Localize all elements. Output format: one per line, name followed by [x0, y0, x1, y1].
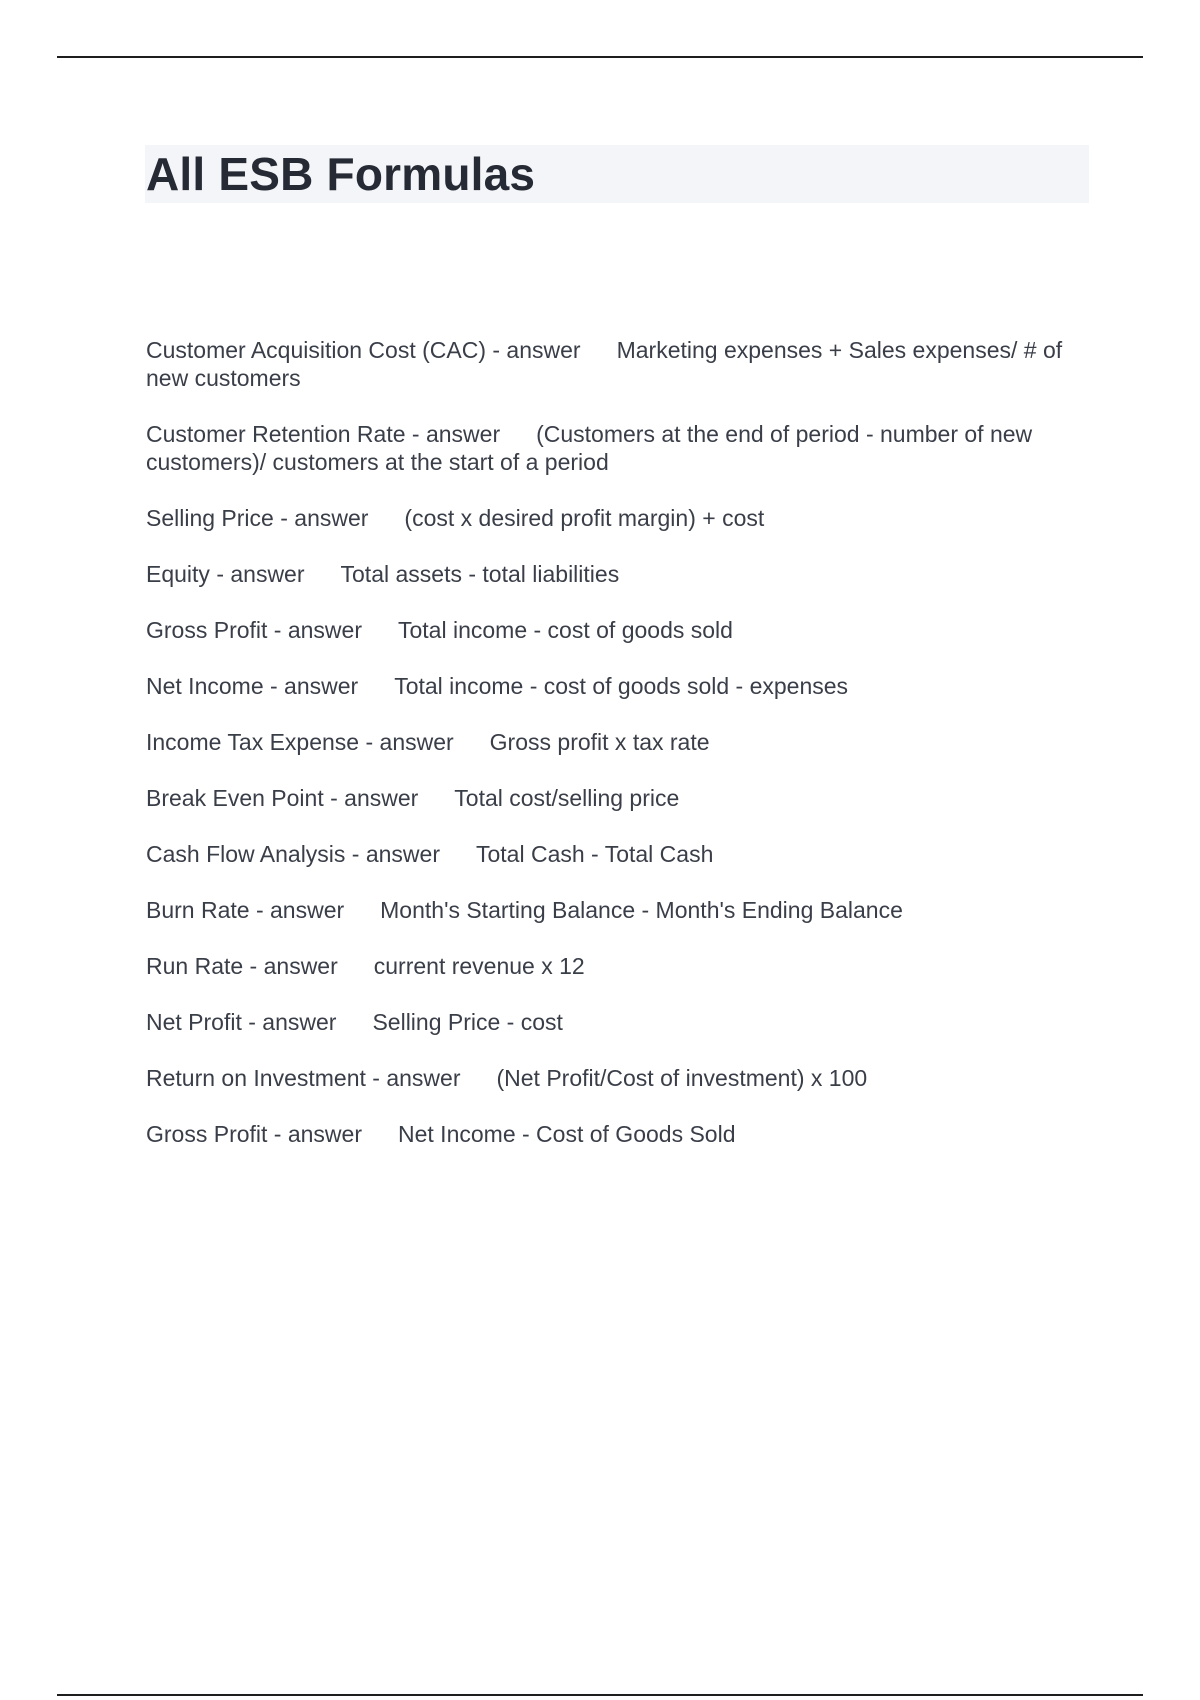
formula-entry	[146, 840, 1092, 868]
formula-term: Net Profit - answer	[146, 1009, 337, 1035]
formula-entry	[146, 616, 1092, 644]
formula-term: Gross Profit - answer	[146, 617, 362, 643]
formula-definition: Total assets - total liabilities	[340, 561, 620, 587]
formula-entry	[146, 504, 1092, 532]
formula-term: Customer Acquisition Cost (CAC) - answer	[146, 337, 581, 363]
formula-entry	[146, 784, 1092, 812]
formula-definition: Net Income - Cost of Goods Sold	[398, 1121, 736, 1147]
formula-entry	[146, 896, 1092, 924]
formula-definition: Total income - cost of goods sold	[398, 617, 733, 643]
formula-definition: Month's Starting Balance - Month's Ending Balance	[380, 897, 903, 923]
formula-definition: (cost x desired profit margin) + cost	[404, 505, 765, 531]
formula-entry	[146, 728, 1092, 756]
formula-term: Customer Retention Rate - answer	[146, 421, 501, 447]
formula-term: Gross Profit - answer	[146, 1121, 362, 1147]
formula-term: Selling Price - answer	[146, 505, 369, 531]
bottom-rule	[57, 1694, 1143, 1696]
top-rule	[57, 56, 1143, 58]
formula-entry	[146, 560, 1092, 588]
formula-entry	[146, 420, 1092, 476]
formula-definition: current revenue x 12	[373, 953, 585, 979]
formula-entry	[146, 952, 1092, 980]
formula-term: Return on Investment - answer	[146, 1065, 461, 1091]
formula-definition: Total cost/selling price	[454, 785, 680, 811]
formula-term: Cash Flow Analysis - answer	[146, 841, 440, 867]
formula-entry	[146, 1120, 1092, 1148]
formula-definition: (Customers at the end of period - number of new customers)/ customers at the start of a period	[146, 421, 1033, 475]
formula-entry	[146, 672, 1092, 700]
formula-entry	[146, 1008, 1092, 1036]
formula-entry	[146, 1064, 1092, 1092]
formula-term: Income Tax Expense - answer	[146, 729, 454, 755]
formula-term: Net Income - answer	[146, 673, 359, 699]
page-title: All ESB Formulas	[146, 148, 536, 200]
formula-term: Burn Rate - answer	[146, 897, 345, 923]
formula-definition: Selling Price - cost	[372, 1009, 563, 1035]
formula-definition: Marketing expenses + Sales expenses/ # of new customers	[146, 337, 1063, 391]
formula-term: Run Rate - answer	[146, 953, 338, 979]
formula-term: Break Even Point - answer	[146, 785, 419, 811]
formula-entry	[146, 336, 1092, 392]
formula-term: Equity - answer	[146, 561, 305, 587]
formula-definition: (Net Profit/Cost of investment) x 100	[496, 1065, 868, 1091]
formula-definition: Gross profit x tax rate	[489, 729, 710, 755]
formula-list	[146, 336, 1092, 1176]
formula-definition: Total Cash - Total Cash	[476, 841, 714, 867]
formula-definition: Total income - cost of goods sold - expenses	[394, 673, 849, 699]
